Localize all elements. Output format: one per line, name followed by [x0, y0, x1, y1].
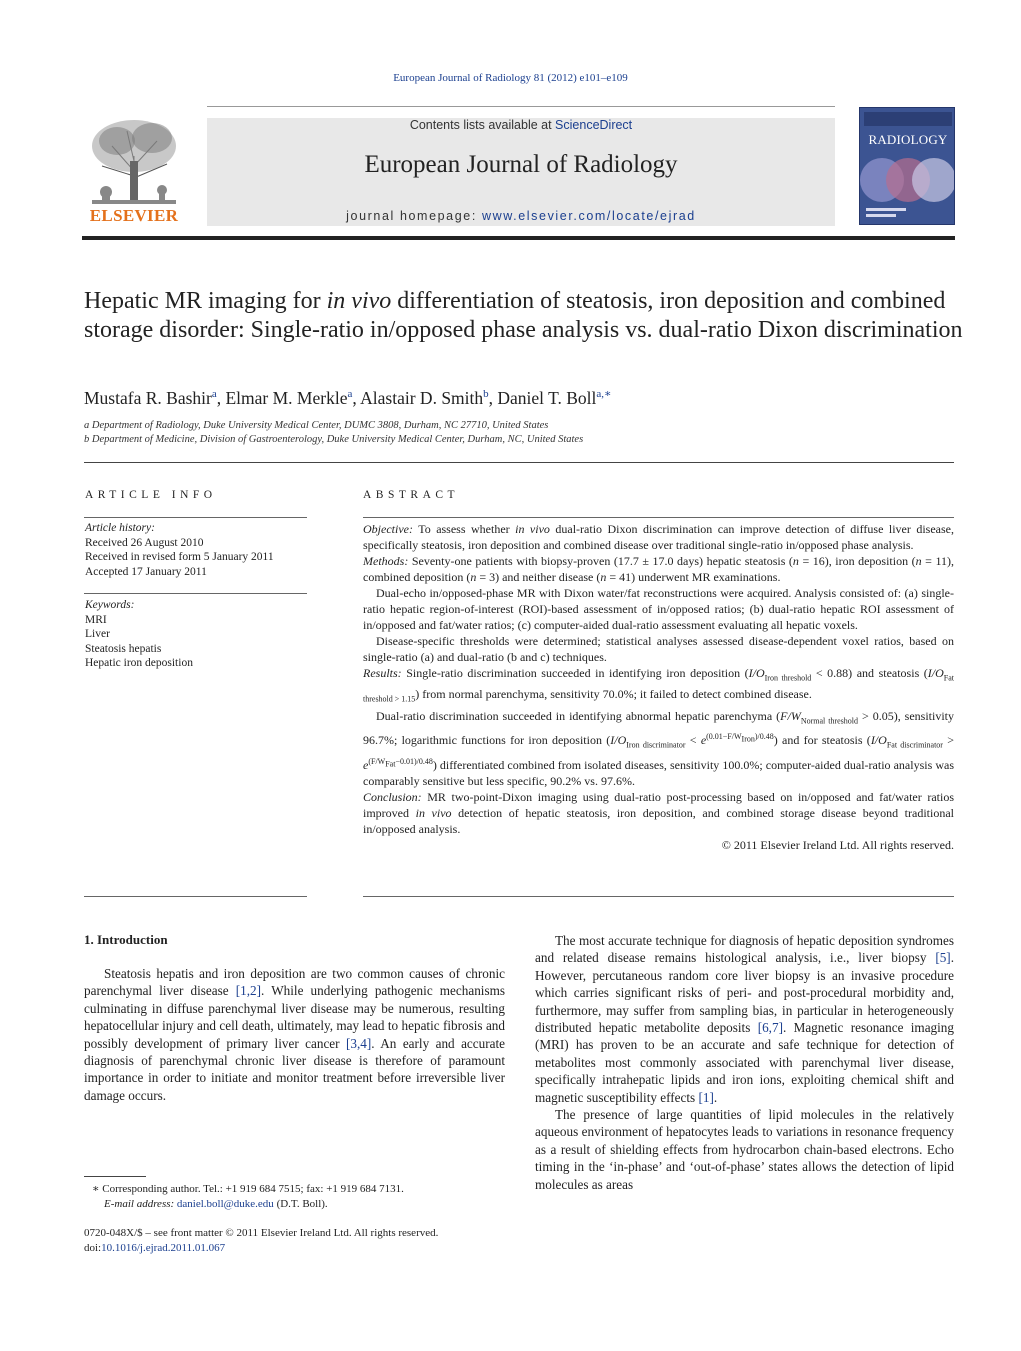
- article-info-heading: ARTICLE INFO: [85, 489, 217, 501]
- article-title: [84, 287, 964, 345]
- email-suffix: (D.T. Boll).: [273, 1198, 328, 1210]
- author-affil-mark[interactable]: a: [347, 388, 353, 400]
- keywords: [85, 598, 307, 671]
- sciencedirect-link[interactable]: ScienceDirect: [555, 118, 633, 132]
- author-name: Elmar M. Merkle: [225, 387, 348, 408]
- doi-link[interactable]: 10.1016/j.ejrad.2011.01.067: [101, 1242, 226, 1254]
- info-rule: [84, 593, 307, 594]
- author-affil-mark[interactable]: a: [211, 388, 217, 400]
- header-thick-rule: [82, 236, 955, 240]
- email-link[interactable]: daniel.boll@duke.edu: [176, 1198, 274, 1210]
- abstract-heading: ABSTRACT: [363, 489, 460, 501]
- history-revised: Received in revised form 5 January 2011: [85, 551, 274, 563]
- title-italic: in vivo: [326, 288, 392, 314]
- keyword-item: Steatosis hepatis: [85, 642, 162, 655]
- homepage-link[interactable]: www.elsevier.com/locate/ejrad: [481, 209, 696, 223]
- body-paragraph: The most accurate technique for diagnosis of hepatic deposition syndromes and related disease remains histological analysis, i.e., liver biopsy [5]. However, percutaneous random core liver biopsy is an invasive procedure which carries significant risks of peri- and post-procedural morbidity and, furthermore, may suffer from sampling bias, in particular in heterogeneously distributed hepatic metabolite deposits [6,7]. Magnetic resonance imaging (MRI) has proven to be an accurate and safe technique for detection of metabolites most commonly associated with parenchymal liver disease, specifically intrahepatic lipids and iron ions, exploiting chemical shift and magnetic susceptibility effects [1].: [535, 933, 954, 1105]
- elsevier-wordmark: ELSEVIER: [89, 206, 179, 225]
- cover-title: RADIOLOGY: [868, 132, 948, 147]
- affiliation-rule: [84, 462, 954, 463]
- author-affil-mark[interactable]: b: [483, 388, 489, 400]
- citation-link[interactable]: [3,4]: [345, 1035, 372, 1051]
- title-part2: differentiation of steatosis, iron deposition and combined storage disorder: Single-ratio in/opposed phase analysis vs. dual-ratio Dixon discrimination: [84, 288, 963, 343]
- front-matter-info: [84, 1226, 584, 1256]
- journal-banner: [207, 118, 835, 226]
- journal-cover-thumbnail[interactable]: [859, 107, 955, 225]
- keyword-item: Liver: [85, 628, 110, 640]
- citation-link[interactable]: [6,7]: [757, 1020, 783, 1036]
- citation-link[interactable]: [5]: [935, 950, 951, 966]
- citation-link[interactable]: [1,2]: [235, 983, 262, 999]
- history-accepted: Accepted 17 January 2011: [85, 565, 207, 578]
- footnote-rule: [84, 1176, 146, 1177]
- abstract-methods-p2: Dual-echo in/opposed-phase MR with Dixon water/fat reconstructions were acquired. Analysis consisted of: (a) single-ratio hepatic region-of-interest (ROI)-based assessment of in/opposed ratios; (b) dual-ratio hepatic ROI assessment of in/opposed and fat/water ratios; (c) computer-aided dual-ratio assessment evaluating all hepatic voxels.: [363, 586, 954, 632]
- body-column-left: [84, 965, 505, 1104]
- homepage-line: [207, 209, 835, 223]
- abstract-rule: [363, 517, 954, 518]
- affiliation-b: b Department of Medicine, Division of Gastroenterology, Duke University Medical Center, Durham, NC, United States: [84, 434, 584, 445]
- body-paragraph: The presence of large quantities of lipid molecules in the relatively aqueous environment of hepatocytes leads to variations in resonance frequency as a result of shielding effects from hydrocarbon chain-based electrons. Echo timing in the ‘in-phase’ and ‘out-of-phase’ states allows the detection of lipid molecules as areas: [535, 1107, 954, 1192]
- section-heading-introduction: 1. Introduction: [84, 932, 168, 947]
- email-label: E-mail address:: [104, 1198, 177, 1210]
- history-label: Article history:: [85, 522, 155, 534]
- keyword-item: MRI: [85, 613, 107, 626]
- body-paragraph: Steatosis hepatis and iron deposition are two common causes of chronic parenchymal liver disease [1,2]. While underlying pathogenic mechanisms culminating in diffuse parenchymal liver disease may be numerous, resulting hepatocellular injury and cell death, ultimately, may lead to hepatic fibrosis and possibly development of primary liver cancer [3,4]. An early and accurate diagnosis of parenchymal chronic liver disease is therefore of paramount importance in order to initiate and monitor treatment before irreversible liver damage occurs.: [84, 966, 505, 1103]
- journal-citation[interactable]: European Journal of Radiology 81 (2012) e101–e109: [393, 72, 628, 84]
- history-received: Received 26 August 2010: [85, 536, 204, 549]
- abstract-results-p2: Dual-ratio discrimination succeeded in identifying abnormal hepatic parenchyma $(F/W_{Normal threshold} > 0.05)$, sensitivity 96.7%; logarithmic functions for iron deposition $(I/O_{Iron discriminator} < e^{(0.01-F/W_{Iron})/0.48})$ and for steatosis $(I/O_{Fat discriminator} > e^{(F/W_{Fat}-0.01)/0.48})$ differentiated combined from isolated diseases, sensitivity 100.0%; computer-aided dual-ratio analysis was comparably sensitive but less specific, 90.2% vs. 97.6%.: [363, 708, 955, 788]
- author-name: Daniel T. Boll: [497, 387, 597, 408]
- contents-line: [207, 118, 835, 132]
- keywords-label: Keywords:: [85, 599, 135, 611]
- abstract-results: Results: Single-ratio discrimination succeeded in identifying iron deposition $(I/O_{Iron threshold} < 0.88)$ and steatosis $(I/O_{Fat threshold > 1.15})$ from normal parenchyma, sensitivity 70.0%; it failed to detect combined disease.: [363, 666, 955, 704]
- corresponding-author-footnote: [84, 1182, 514, 1212]
- footnote-contact: ∗ Corresponding author. Tel.: +1 919 684 7515; fax: +1 919 684 7131.: [92, 1183, 404, 1195]
- author-affil-mark[interactable]: a,∗: [596, 388, 612, 400]
- journal-title: European Journal of Radiology: [364, 151, 678, 178]
- abstract-methods: Methods: Seventy-one patients with biopsy-proven (17.7 ± 17.0 days) hepatic steatosis (n = 16), iron deposition (n = 11), combined deposition (n = 3) and neither disease (n = 41) underwent MR examinations.: [363, 554, 954, 584]
- abstract-methods-p3: Disease-specific thresholds were determined; statistical analyses assessed disease-dependent voxel ratios, based on single-ratio (a) and dual-ratio (b and c) techniques.: [363, 634, 954, 664]
- article-history: [85, 521, 307, 579]
- keyword-item: Hepatic iron deposition: [85, 657, 193, 669]
- abstract-conclusion: Conclusion: MR two-point-Dixon imaging using dual-ratio post-processing based on in/opposed and fat/water ratios improved in vivo detection of hepatic steatosis, iron deposition, and combined storage disease beyond traditional in/opposed analysis.: [363, 789, 955, 836]
- abstract-copyright: © 2011 Elsevier Ireland Ltd. All rights reserved.: [721, 837, 954, 852]
- author-list: Mustafa R. Bashir$^a$, Elmar M. Merkle$^a$, Alastair D. Smith$^b$, Daniel T. Boll$^{a,∗}$: [84, 387, 612, 408]
- abstract-body: [363, 521, 954, 853]
- issn-line: 0720-048X/$ – see front matter © 2011 Elsevier Ireland Ltd. All rights reserved.: [84, 1227, 439, 1239]
- info-rule: [84, 896, 307, 897]
- citation-link[interactable]: [1]: [698, 1089, 714, 1105]
- body-column-right: [535, 932, 954, 1193]
- info-rule: [84, 517, 307, 518]
- author-name: Mustafa R. Bashir: [84, 387, 212, 408]
- abstract-objective: Objective: To assess whether in vivo dual-ratio Dixon discrimination can improve detection of diffuse liver disease, specifically steatosis, iron deposition and combined disease over traditional single-ratio in/opposed phase analysis.: [363, 522, 954, 552]
- author-name: Alastair D. Smith: [360, 387, 484, 408]
- contents-prefix: Contents lists available at: [409, 118, 556, 132]
- abstract-rule: [363, 896, 954, 897]
- doi-prefix: doi:: [84, 1242, 102, 1254]
- header-rule: [207, 106, 835, 107]
- homepage-prefix: journal homepage:: [346, 209, 482, 223]
- affiliation-a: a Department of Radiology, Duke University Medical Center, DUMC 3808, Durham, NC 27710, United States: [84, 420, 549, 431]
- title-part1: Hepatic MR imaging for: [84, 288, 327, 314]
